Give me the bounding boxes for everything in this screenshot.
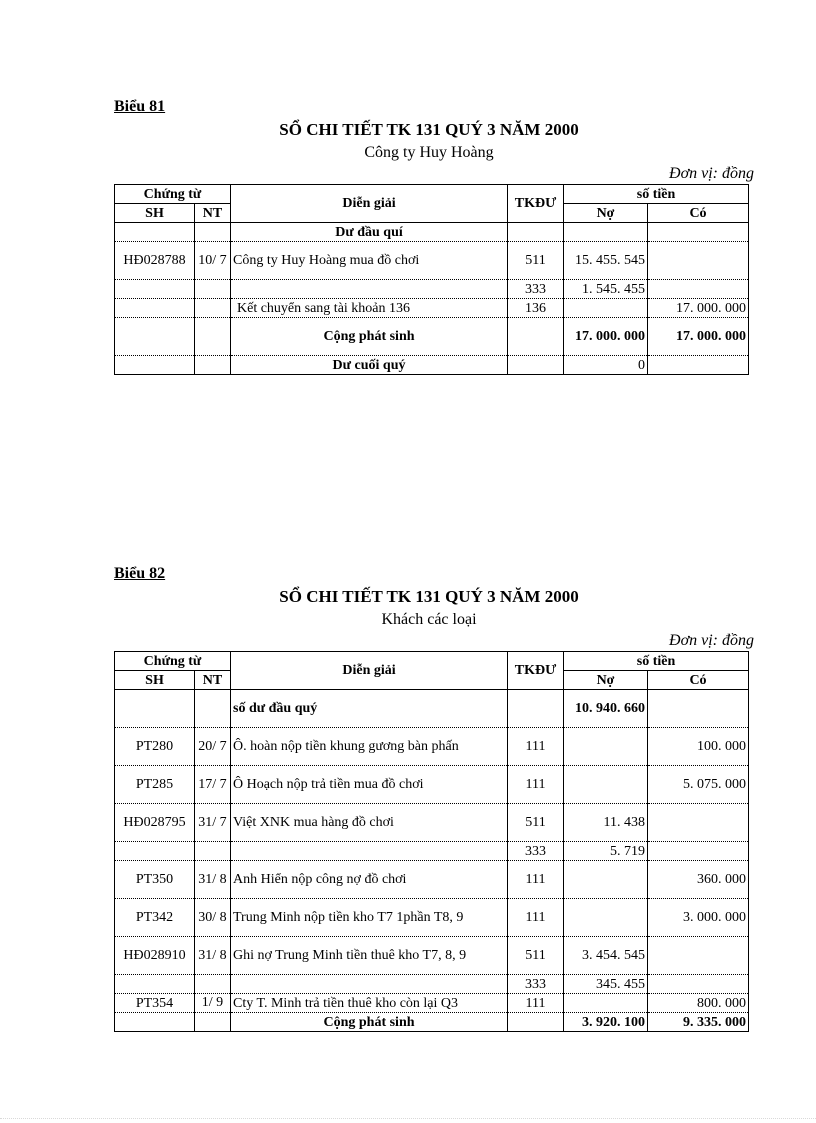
cell-sh: PT342 (115, 899, 195, 937)
header-dien-giai: Diễn giải (231, 652, 508, 690)
cell-no (564, 223, 648, 242)
ledger-table (114, 651, 749, 1032)
cell-nt (195, 842, 231, 861)
header-chung-tu: Chứng từ (115, 185, 231, 204)
cell-dien-giai: Anh Hiển nộp công nợ đồ chơi (231, 861, 508, 899)
cell-sh (115, 299, 195, 318)
cell-dien-giai (231, 975, 508, 994)
cell-dien-giai (231, 280, 508, 299)
header-nt: NT (195, 671, 231, 690)
cell-tkdu: 111 (508, 766, 564, 804)
ledger-block-82 (114, 563, 754, 1032)
cell-tkdu: 111 (508, 861, 564, 899)
header-sh: SH (115, 671, 195, 690)
cell-dien-giai (231, 842, 508, 861)
cell-sh: HĐ028795 (115, 804, 195, 842)
cell-nt (195, 975, 231, 994)
table-row (115, 1013, 749, 1032)
cell-nt: 31/ 8 (195, 861, 231, 899)
cell-co (648, 690, 749, 728)
cell-co (648, 223, 749, 242)
cell-no (564, 299, 648, 318)
cell-co: 9. 335. 000 (648, 1013, 749, 1032)
cell-nt: 1/ 9 (195, 994, 231, 1013)
header-tkdu: TKĐƯ (508, 185, 564, 223)
cell-dien-giai: Công ty Huy Hoàng mua đồ chơi (231, 242, 508, 280)
cell-sh: PT285 (115, 766, 195, 804)
cell-sh (115, 318, 195, 356)
cell-nt (195, 1013, 231, 1032)
form-label: Biểu 82 (114, 565, 166, 582)
cell-tkdu: 333 (508, 842, 564, 861)
cell-co (648, 356, 749, 375)
cell-nt: 17/ 7 (195, 766, 231, 804)
cell-no: 3. 454. 545 (564, 937, 648, 975)
ledger-title: SỔ CHI TIẾT TK 131 QUÝ 3 NĂM 2000 (279, 587, 579, 606)
cell-dien-giai: Ô Hoạch nộp trả tiền mua đồ chơi (231, 766, 508, 804)
cell-co (648, 804, 749, 842)
cell-no (564, 994, 648, 1013)
ledger-subtitle: Khách các loại (381, 611, 477, 628)
cell-tkdu: 333 (508, 280, 564, 299)
table-row (115, 690, 749, 728)
table-row (115, 861, 749, 899)
table-row (115, 766, 749, 804)
cell-sh: PT354 (115, 994, 195, 1013)
cell-sh (115, 1013, 195, 1032)
cell-co: 5. 075. 000 (648, 766, 749, 804)
cell-tkdu: 333 (508, 975, 564, 994)
cell-tkdu: 136 (508, 299, 564, 318)
cell-dien-giai: Ô. hoàn nộp tiền khung gương bàn phấn (231, 728, 508, 766)
cell-no: 345. 455 (564, 975, 648, 994)
cell-co: 3. 000. 000 (648, 899, 749, 937)
cell-no: 15. 455. 545 (564, 242, 648, 280)
header-dien-giai: Diễn giải (231, 185, 508, 223)
header-chung-tu: Chứng từ (115, 652, 231, 671)
table-row (115, 842, 749, 861)
cell-no: 1. 545. 455 (564, 280, 648, 299)
cell-sh: HĐ028788 (115, 242, 195, 280)
cell-nt (195, 299, 231, 318)
table-row (115, 318, 749, 356)
ledger-subtitle: Công ty Huy Hoàng (364, 144, 494, 161)
form-label: Biểu 81 (114, 98, 166, 115)
cell-nt: 30/ 8 (195, 899, 231, 937)
cell-dien-giai: Cộng phát sinh (231, 318, 508, 356)
cell-tkdu: 511 (508, 242, 564, 280)
cell-co: 17. 000. 000 (648, 318, 749, 356)
cell-sh: PT280 (115, 728, 195, 766)
table-row (115, 280, 749, 299)
cell-dien-giai: Cty T. Minh trả tiền thuê kho còn lại Q3 (231, 994, 508, 1013)
page-divider (0, 1118, 816, 1119)
cell-tkdu: 111 (508, 728, 564, 766)
cell-no: 3. 920. 100 (564, 1013, 648, 1032)
table-row (115, 975, 749, 994)
cell-dien-giai: Trung Minh nộp tiền kho T7 1phần T8, 9 (231, 899, 508, 937)
cell-tkdu (508, 223, 564, 242)
cell-nt (195, 223, 231, 242)
cell-nt: 31/ 7 (195, 804, 231, 842)
cell-sh (115, 280, 195, 299)
cell-tkdu (508, 356, 564, 375)
cell-co (648, 975, 749, 994)
cell-dien-giai: Cộng phát sinh (231, 1013, 508, 1032)
cell-co: 17. 000. 000 (648, 299, 749, 318)
ledger-table (114, 184, 749, 375)
header-so-tien: số tiền (564, 185, 749, 204)
header-co: Có (648, 671, 749, 690)
cell-sh (115, 356, 195, 375)
cell-dien-giai: Dư đầu quí (231, 223, 508, 242)
cell-sh: PT350 (115, 861, 195, 899)
table-row (115, 356, 749, 375)
cell-no (564, 728, 648, 766)
header-nt: NT (195, 204, 231, 223)
cell-co: 360. 000 (648, 861, 749, 899)
cell-no: 0 (564, 356, 648, 375)
header-co: Có (648, 204, 749, 223)
cell-nt (195, 318, 231, 356)
cell-tkdu (508, 1013, 564, 1032)
cell-nt: 10/ 7 (195, 242, 231, 280)
cell-co (648, 937, 749, 975)
cell-tkdu: 511 (508, 937, 564, 975)
cell-co: 800. 000 (648, 994, 749, 1013)
cell-no: 11. 438 (564, 804, 648, 842)
cell-dien-giai: Dư cuối quý (231, 356, 508, 375)
cell-dien-giai: Việt XNK mua hàng đồ chơi (231, 804, 508, 842)
cell-tkdu (508, 318, 564, 356)
header-tkdu: TKĐƯ (508, 652, 564, 690)
currency-unit: Đơn vị: đồng (669, 632, 754, 649)
cell-nt: 31/ 8 (195, 937, 231, 975)
cell-co (648, 242, 749, 280)
cell-nt: 20/ 7 (195, 728, 231, 766)
cell-no (564, 899, 648, 937)
header-no: Nợ (564, 204, 648, 223)
table-row (115, 728, 749, 766)
cell-co (648, 842, 749, 861)
cell-no: 17. 000. 000 (564, 318, 648, 356)
cell-no (564, 861, 648, 899)
cell-nt (195, 690, 231, 728)
cell-tkdu: 111 (508, 994, 564, 1013)
cell-sh (115, 975, 195, 994)
cell-sh (115, 842, 195, 861)
header-so-tien: số tiền (564, 652, 749, 671)
table-row (115, 242, 749, 280)
cell-dien-giai: Kết chuyển sang tài khoản 136 (231, 299, 508, 318)
table-row (115, 804, 749, 842)
cell-no: 10. 940. 660 (564, 690, 648, 728)
cell-sh (115, 223, 195, 242)
cell-nt (195, 280, 231, 299)
ledger-block-81 (114, 96, 754, 375)
header-sh: SH (115, 204, 195, 223)
cell-nt (195, 356, 231, 375)
table-row (115, 994, 749, 1013)
cell-tkdu: 511 (508, 804, 564, 842)
ledger-title: SỔ CHI TIẾT TK 131 QUÝ 3 NĂM 2000 (279, 120, 579, 139)
table-row (115, 899, 749, 937)
table-row (115, 937, 749, 975)
cell-tkdu: 111 (508, 899, 564, 937)
cell-no (564, 766, 648, 804)
cell-sh (115, 690, 195, 728)
cell-no: 5. 719 (564, 842, 648, 861)
cell-dien-giai: số dư đầu quý (231, 690, 508, 728)
cell-co: 100. 000 (648, 728, 749, 766)
table-row (115, 223, 749, 242)
currency-unit: Đơn vị: đồng (669, 165, 754, 182)
cell-tkdu (508, 690, 564, 728)
cell-co (648, 280, 749, 299)
header-no: Nợ (564, 671, 648, 690)
cell-sh: HĐ028910 (115, 937, 195, 975)
cell-dien-giai: Ghi nợ Trung Minh tiền thuê kho T7, 8, 9 (231, 937, 508, 975)
table-row (115, 299, 749, 318)
